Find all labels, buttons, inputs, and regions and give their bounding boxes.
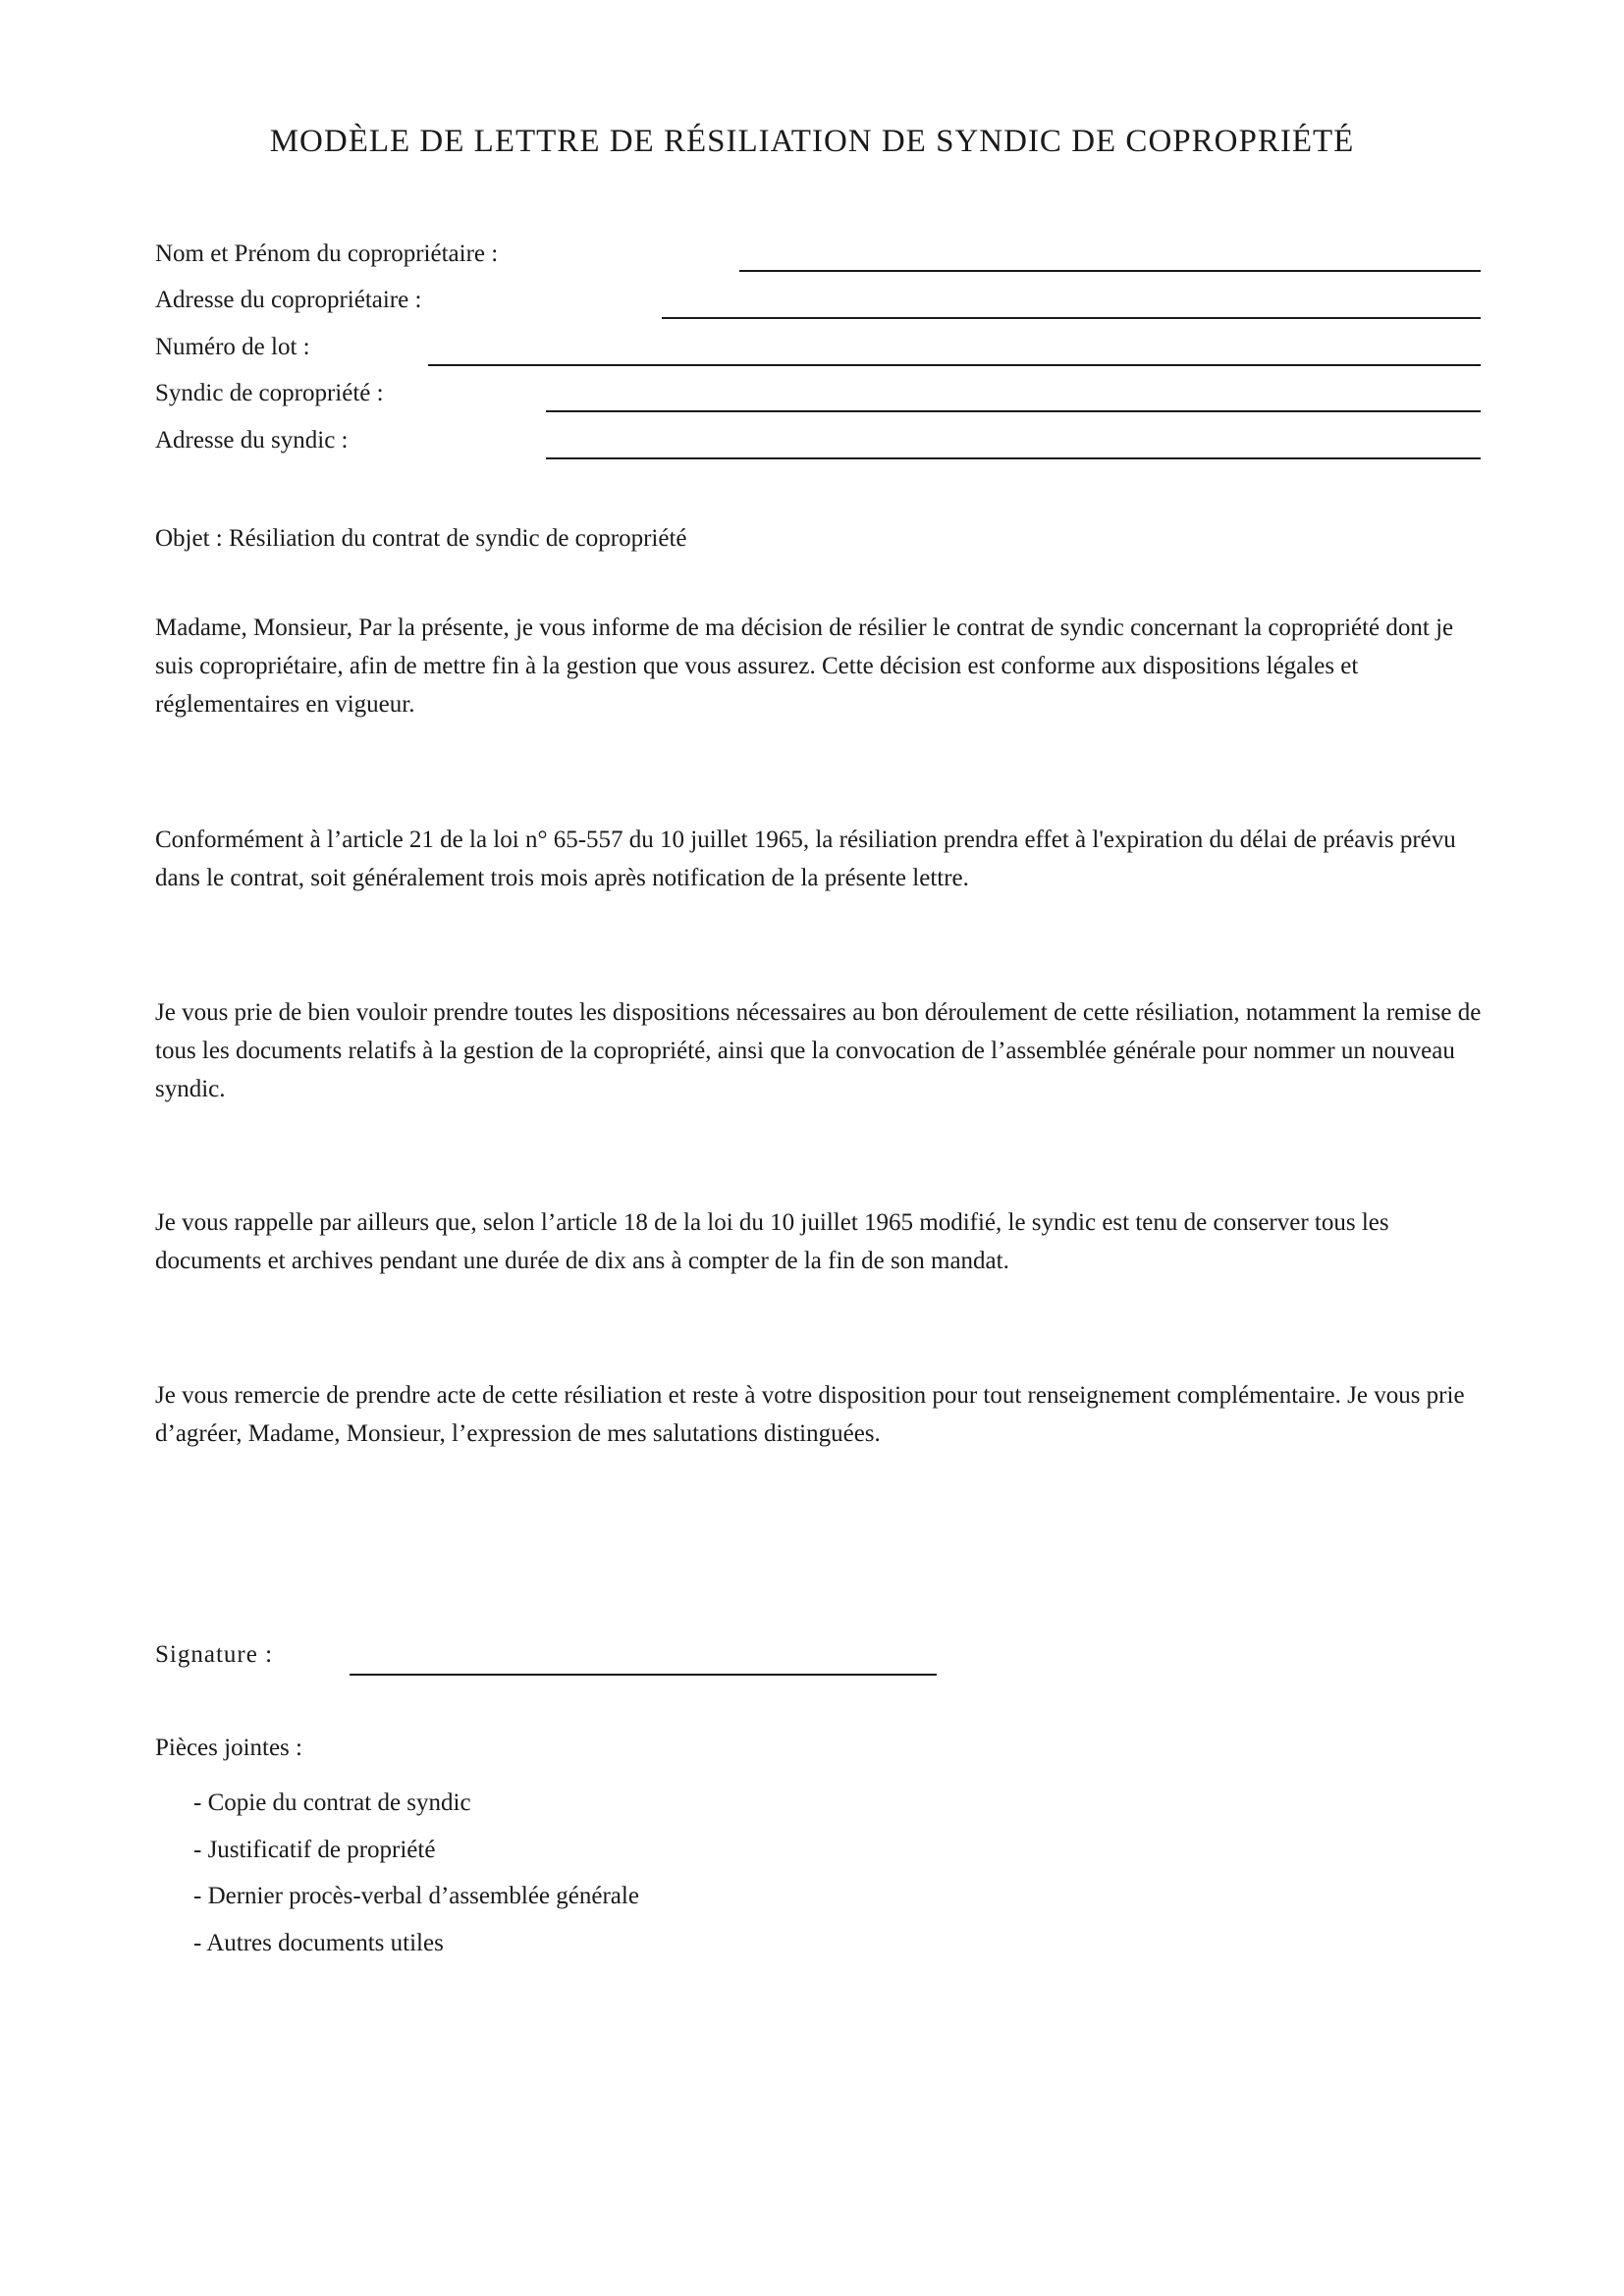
subject-line — [155, 519, 1490, 558]
field-line-lot-number[interactable] — [428, 364, 1481, 366]
paragraph-text: Je vous prie de bien vouloir prendre toutes les dispositions nécessaires au bon déroulement de cette résiliation, notamment la remise de tous les documents relatifs à la gestion de la copropriété, ainsi que la convocation de l’assemblée générale pour nommer un nouveau syndic. — [155, 999, 1482, 1102]
field-line-syndic-address[interactable] — [546, 457, 1481, 459]
body-paragraph — [155, 821, 1490, 897]
paragraph-text: Je vous rappelle par ailleurs que, selon l’article 18 de la loi du 10 juillet 1965 modifié, le syndic est tenu de conserver tous les documents et archives pendant une durée de dix ans à compter de la fin de son mandat. — [155, 1209, 1389, 1274]
field-label-lot-number: Numéro de lot : — [155, 334, 310, 360]
list-item: - Autres documents utiles — [193, 1929, 444, 1956]
list-item: - Copie du contrat de syndic — [193, 1789, 471, 1816]
body-paragraph — [155, 993, 1490, 1108]
field-label-syndic: Syndic de copropriété : — [155, 380, 384, 406]
attachments-list — [193, 1780, 639, 1966]
field-line-owner-name[interactable] — [739, 270, 1481, 272]
field-line-syndic[interactable] — [546, 410, 1481, 412]
list-item: - Dernier procès-verbal d’assemblée générale — [193, 1883, 639, 1909]
paragraph-text: Madame, Monsieur, Par la présente, je vous informe de ma décision de résilier le contrat de syndic concernant la copropriété dont je suis copropriétaire, afin de mettre fin à la gestion que vous assurez. Cette décision est conforme aux dispositions légales et réglementaires en vigueur. — [155, 614, 1454, 718]
document-title: MODÈLE DE LETTRE DE RÉSILIATION DE SYNDIC DE COPROPRIÉTÉ — [269, 124, 1355, 159]
field-line-owner-address[interactable] — [662, 317, 1481, 319]
field-label-owner-name: Nom et Prénom du copropriétaire : — [155, 240, 499, 267]
list-item: - Justificatif de propriété — [193, 1836, 436, 1863]
signature-label: Signature : — [155, 1641, 274, 1668]
body-paragraph — [155, 1203, 1490, 1280]
signature-line[interactable] — [350, 1674, 937, 1676]
paragraph-text: Je vous remercie de prendre acte de cette résiliation et reste à votre disposition pour tout renseignement complémentaire. Je vous prie d’agréer, Madame, Monsieur, l’expression de mes salutations distinguées. — [155, 1382, 1465, 1447]
field-label-owner-address: Adresse du copropriétaire : — [155, 287, 422, 313]
paragraph-text: Conformément à l’article 21 de la loi n° 65-557 du 10 juillet 1965, la résiliation prendra effet à l'expiration du délai de préavis prévu dans le contrat, soit généralement trois mois après notification de la présente lettre. — [155, 827, 1456, 891]
body-paragraph — [155, 1376, 1490, 1453]
subject-text: Objet : Résiliation du contrat de syndic de copropriété — [155, 525, 687, 552]
body-paragraph — [155, 609, 1490, 723]
field-label-syndic-address: Adresse du syndic : — [155, 427, 349, 454]
attachments-label: Pièces jointes : — [155, 1735, 302, 1761]
